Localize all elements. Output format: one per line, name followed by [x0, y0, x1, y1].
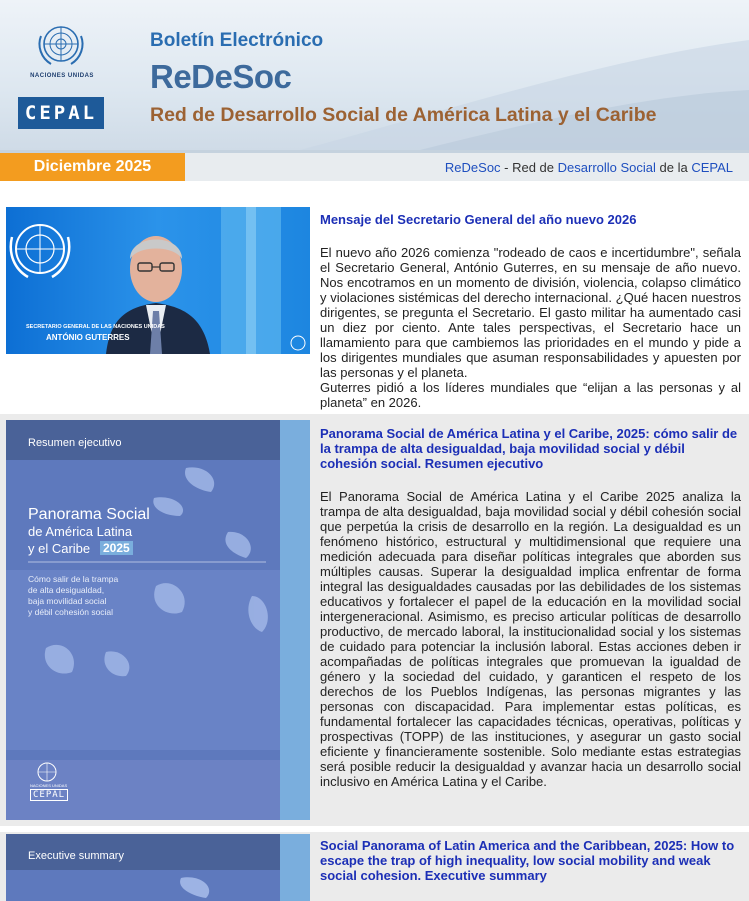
redesoc-link[interactable]: ReDeSoc: [444, 159, 501, 175]
article-1-title-link[interactable]: Mensaje del Secretario General del año nuevo 2026: [320, 212, 637, 227]
article-3-text: [320, 838, 741, 901]
article-1-text: [320, 212, 741, 410]
cover-subtitle-line4: y débil cohesión social: [28, 607, 114, 617]
desarrollo-social-link[interactable]: Desarrollo Social: [557, 159, 656, 175]
cover-title-line3: y el Caribe: [28, 541, 91, 556]
bar-separator-1: - Red de: [500, 159, 558, 175]
newsletter-header: [0, 0, 749, 150]
un-emblem-icon: [33, 22, 89, 70]
cover-subtitle-line2: de alta desigualdad,: [28, 585, 105, 595]
cover-label: Resumen ejecutivo: [28, 437, 122, 449]
cepal-link[interactable]: CEPAL: [691, 159, 733, 175]
social-panorama-cover-image[interactable]: [6, 834, 280, 901]
article-2-body: El Panorama Social de América Latina y el Caribe 2025 analiza la trampa de alta desigualdad, baja movilidad social y débil cohesión social que perpetúa la crisis de desarrollo en la región. La desigualdad es un fenómeno histórico, estructural y multidimensional que requiere una medición adecuada para diseñar políticas integrales que aborden sus múltiples causas. Superar la desigualdad implica enfrentar de forma integral las desigualdades causadas por las debilidades de los sistemas educativos y fortalecer el papel de la educación en la movilidad social intergeneracional. Asimismo, es preciso articular políticas de desarrollo productivo, de mercado laboral, la institucionalidad social y los sistemas de cuidado para potenciar la inclusión laboral. Estas acciones deben ir acompañadas de políticas integrales que promuevan la igualdad de género y la sociedad del cuidado, y garanticen el respeto de los derechos de los Pueblos Indígenas, las personas migrantes y las personas con discapacidad. Para implementar estas políticas, es fundamental fortalecer las capacidades técnicas, operativas, políticas y prospectivas (TOPP) de las instituciones, y asegurar un gasto social eficiente y financieramente sostenible. Solo mediante estas estrategias será posible reducir la desigualdad y avanzar hacia un desarrollo social inclusivo en América Latina y el Caribe.: [320, 489, 741, 789]
issue-date: Diciembre 2025: [0, 153, 185, 181]
cover-un-name: NACIONES UNIDAS: [30, 783, 68, 788]
article-social-panorama-en: [0, 832, 749, 901]
cover-title-line1: Panorama Social: [28, 506, 150, 523]
bar-separator-2: de la: [655, 159, 692, 175]
header-subtitle: Boletín Electrónico: [150, 30, 324, 51]
header-title: ReDeSoc: [150, 58, 292, 95]
guterres-video-thumbnail[interactable]: [6, 207, 310, 354]
cover-subtitle-line1: Cómo salir de la trampa: [28, 574, 119, 584]
un-name-label: NACIONES UNIDAS: [30, 73, 94, 79]
header-tagline: Red de Desarrollo Social de América Latina y el Caribe: [150, 104, 657, 126]
thumbnail-caption-small: SECRETARIO GENERAL DE LAS NACIONES UNIDAS: [26, 324, 165, 330]
cepal-logo[interactable]: CEPAL: [18, 97, 104, 129]
date-bar: [0, 153, 749, 181]
thumbnail-caption-name: ANTÓNIO GUTERRES: [46, 333, 130, 342]
cover-label-en: Executive summary: [28, 850, 124, 862]
article-1-body-extra: Guterres pidió a los líderes mundiales que “elijan a las personas y al planeta” en 2026.: [320, 380, 741, 410]
article-panorama-social: [0, 414, 749, 826]
cover-side-strip-2: [280, 834, 310, 901]
network-links: [445, 153, 733, 181]
cover-year: 2025: [100, 541, 133, 555]
article-2-text: [320, 426, 741, 789]
article-1-body: El nuevo año 2026 comienza "rodeado de caos e incertidumbre", señala el Secretario General, António Guterres, en su mensaje de año nuevo. Nos encotramos en un momento de división, violencia, colapso climático y violaciones sistémicas del derecho internacional. ¿Qué hacen nuestros dirigentes, se pregunta el Secretario. El gasto militar ha aumentado casi un diez por ciento. Ante tales perspectivas, el Secretario hace un llamamiento para que cambiemos las prioridades en el mundo y pide a los dirigentes mundiales que asuman responsabilidades y apuesten por las personas y el planeta.: [320, 245, 741, 380]
panorama-social-cover-image[interactable]: [6, 420, 280, 820]
article-2-title-link[interactable]: Panorama Social de América Latina y el Caribe, 2025: cómo salir de la trampa de alta desigualdad, baja movilidad social y débil cohesión social. Resumen ejecutivo: [320, 426, 738, 471]
cover-subtitle-line3: baja movilidad social: [28, 596, 107, 606]
article-3-title-link[interactable]: Social Panorama of Latin America and the Caribbean, 2025: How to escape the trap of high inequality, low social mobility and weak social cohesion. Executive summary: [320, 838, 735, 883]
cover-cepal-logo: CEPAL: [30, 789, 68, 801]
header-swoosh-decoration: [0, 0, 749, 150]
cover-side-strip: [280, 420, 310, 820]
article-secretary-general: [0, 200, 749, 412]
cover-title-line2: de América Latina: [28, 524, 133, 539]
